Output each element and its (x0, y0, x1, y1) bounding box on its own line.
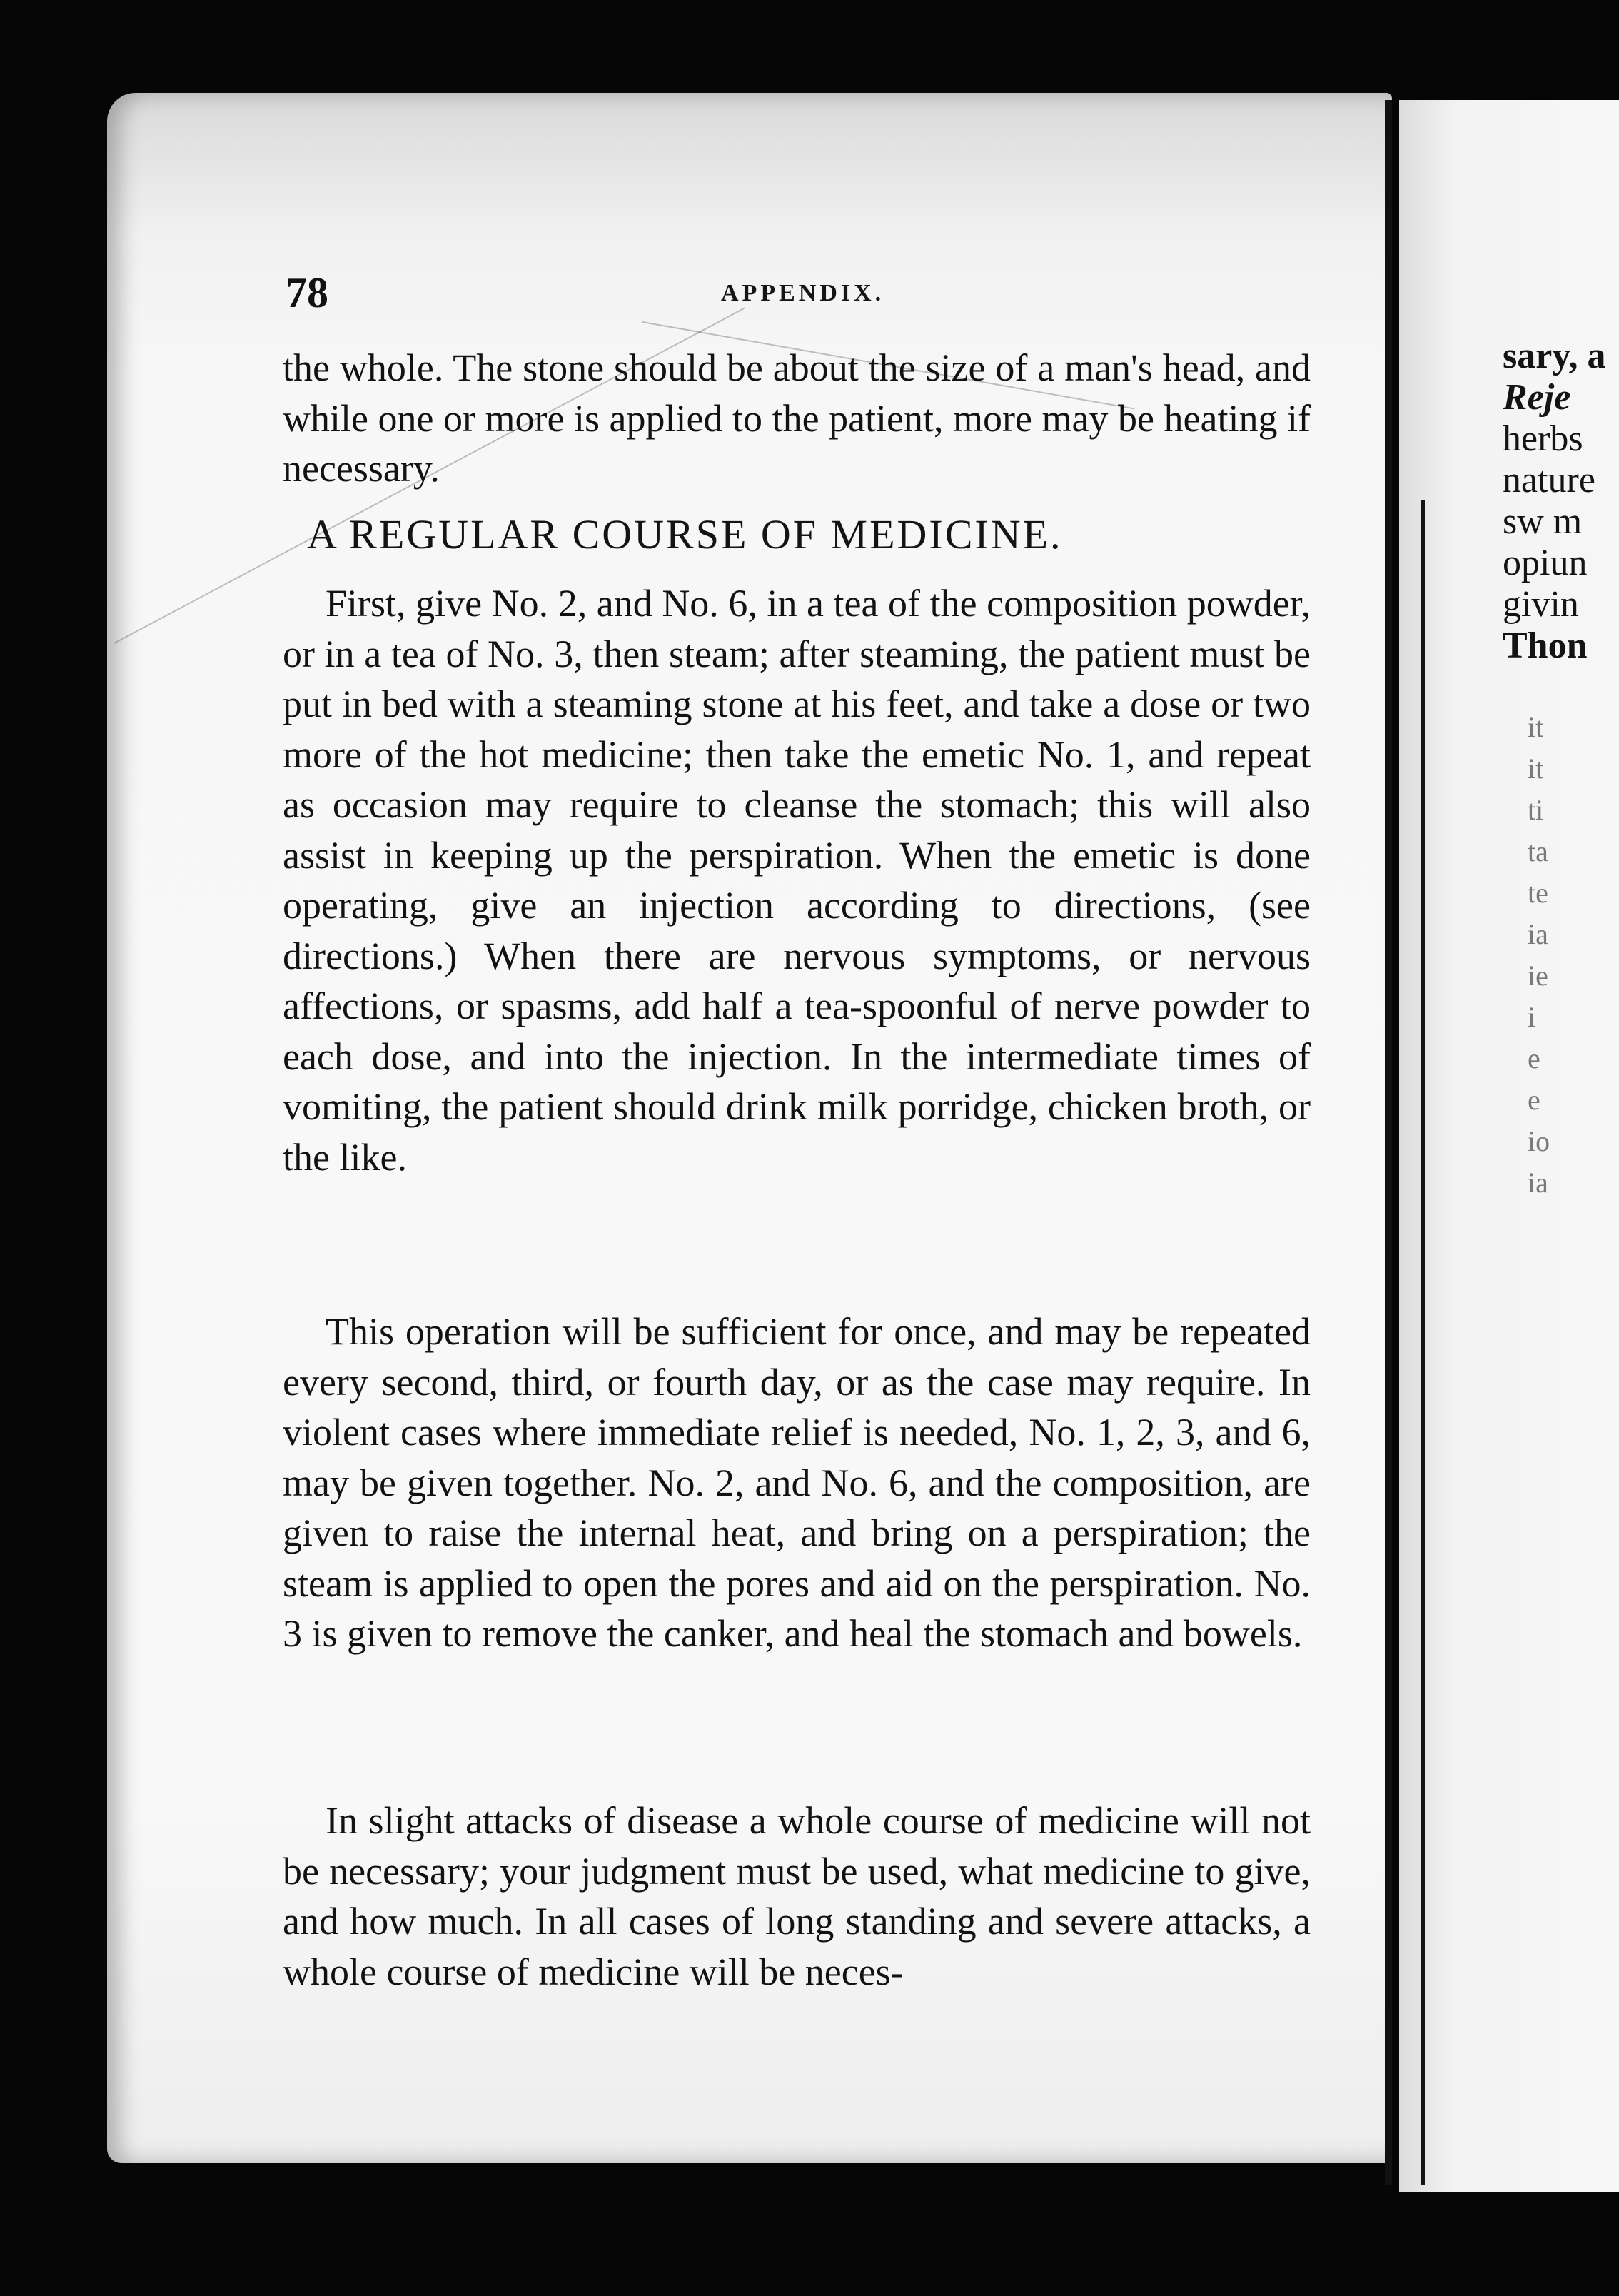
section-heading: A REGULAR COURSE OF MEDICINE. (307, 511, 1063, 558)
fragment: it (1528, 752, 1544, 785)
right-line: givin (1503, 584, 1579, 625)
paragraph-operation: This operation will be sufficient for once, and may be repeated every second, third, or fourth day, or as the case may require. In violent cases where immediate relief is needed, No. 1, 2, 3, and 6, may be given together. No. 2, and No. 6, and the composition, are given to raise the internal heat, and bring on a perspiration; the steam is applied to open the pores and aid on the perspiration. No. 3 is given to remove the canker, and heal the stomach and bowels. (283, 1310, 1311, 1655)
right-page-fragments (1528, 707, 1550, 1204)
fragment: ia (1528, 918, 1548, 950)
right-line: sw m (1503, 501, 1583, 542)
fragment: i (1528, 1001, 1536, 1033)
paragraph-slight-attacks: In slight attacks of disease a whole course of medicine will not be necessary; your judgment must be used, what medicine to give, and how much. In all cases of long standing and severe attacks, a whole course of medicine will be neces- (283, 1799, 1311, 1993)
book-gutter (1385, 100, 1392, 2185)
paragraph-continued: the whole. The stone should be about the size of a man's head, and while one or more is applied to the patient, more may be heating if necessary. (283, 346, 1311, 490)
right-page-edge (1421, 500, 1425, 2185)
right-line: Thon (1503, 625, 1588, 666)
running-head: APPENDIX. (721, 280, 885, 306)
fragment: e (1528, 1042, 1540, 1074)
right-page-text (1503, 336, 1605, 667)
fragment: io (1528, 1125, 1550, 1157)
fragment: it (1528, 711, 1544, 743)
fragment: ia (1528, 1167, 1548, 1199)
right-line: opiun (1503, 543, 1588, 583)
right-line: nature (1503, 460, 1595, 500)
fragment: ie (1528, 960, 1548, 992)
fragment: ti (1528, 794, 1544, 826)
right-line: sary, a (1503, 336, 1606, 376)
fragment: ta (1528, 835, 1548, 867)
fragment: te (1528, 877, 1548, 909)
fragment: e (1528, 1084, 1540, 1116)
page-number: 78 (286, 269, 328, 316)
paragraph-course-instructions: First, give No. 2, and No. 6, in a tea of the composition powder, or in a tea of No. 3, then steam; after steaming, the patient must be put in bed with a steaming stone at his feet, and take a dose or two more of the hot medicine; then take the emetic No. 1, and repeat as occasion may require to cleanse the stomach; this will also assist in keeping up the perspiration. When the emetic is done operating, give an injection according to directions, (see directions.) When there are nervous symptoms, or nervous affections, or spasms, add half a tea-spoonful of nerve powder to each dose, and into the injection. In the intermediate times of vomiting, the patient should drink milk porridge, chicken broth, or the like. (283, 582, 1311, 1179)
right-line: herbs (1503, 418, 1583, 459)
right-line: Reje (1503, 377, 1571, 418)
